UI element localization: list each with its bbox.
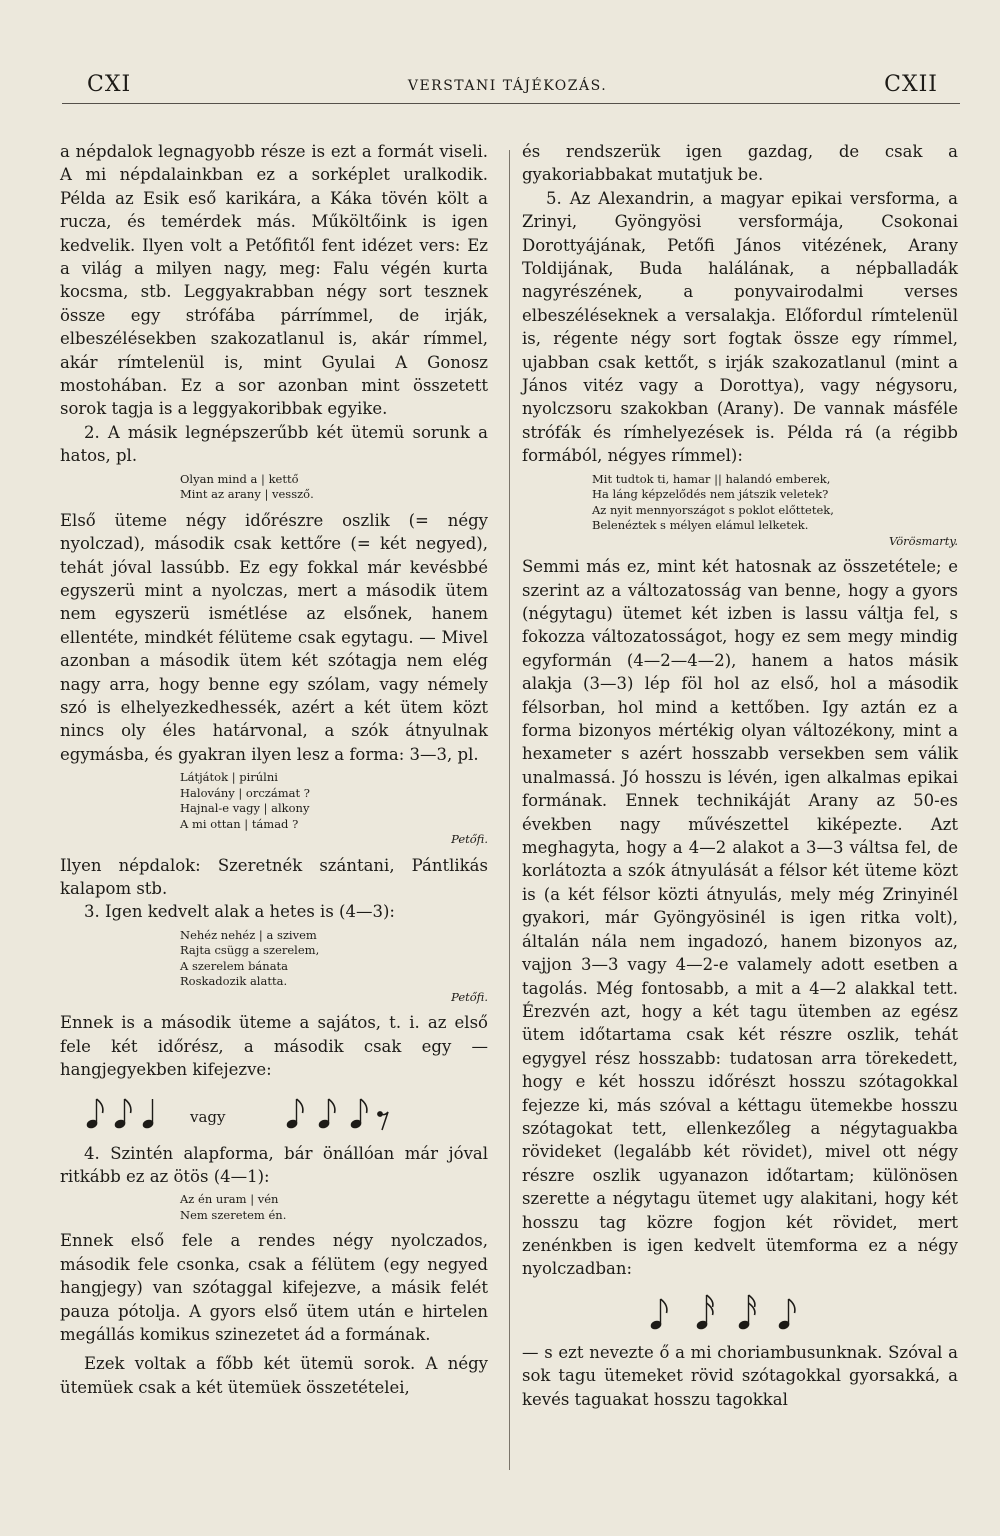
poem-line: Látjátok | pirúlni (180, 770, 278, 785)
poem-line: Belenéztek s mélyen elámul lelketek. (592, 518, 809, 533)
paragraph: Ennek is a második üteme a sajátos, t. i. az első fele két időrész, a második csak egy — hangjegyekben kifejezve: (60, 1013, 488, 1080)
paragraph: 4. Szintén alapforma, bár önállóan már jóval ritkább ez az ötös (4—1): (60, 1143, 488, 1186)
paragraph: Első üteme négy időrészre oszlik (= négy nyolczad), második csak kettőre (= két negyed), tehát jóval lassúbb. Ez egy fokkal már kevésbbé egyszerü mint a nyolczas, mert a második ütem nem egyszerü ismétlése az elsőnek, hanem ellentéte, mindkét félüteme csak egytagu. — Mivel azonban a második ütem két szótagja nem elég nagy arra, hogy benne egy szólam, vagy némely szó is elhelyezkedhessék, azért a két ütem közt nincs oly éles határvonal, a szók átnyulnak egymásba, és gyakran ilyen lesz a forma: 3—3, pl. (60, 510, 488, 764)
poem-line: Ha láng képzelődés nem játszik veletek? (592, 487, 829, 502)
poem-excerpt (60, 1192, 488, 1223)
left-page-number: CXI (87, 72, 132, 97)
poem-line: Mit tudtok ti, hamar || halandó emberek, (592, 471, 831, 486)
poem-line: Az nyit mennyországot s poklot előttetek, (592, 502, 834, 517)
paragraph: Semmi más ez, mint két hatosnak az összetétele; e szerint az a változatosság van benne, hogy a gyors (négytagu) ütemet két izben is lassu váltja fel, s fokozza változatosságot, hogy ez sem megy mindig egyformán (4—2—4—2), hanem a hatos másik alakja (3—3) lép föl hol az első, hol a második félsorban, hol mind a kettőben. Igy aztán ez a forma bizonyos mértékig olyan változékony, mint a hexameter s azért hosszabb versekben sem válik unalmassá. Jó hosszu is lévén, igen alkalmas epikai formának. Ennek technikáját Arany az 50-es években nagy művészettel kiképezte. Azt meghagyta, hogy a 4—2 alakot a 3—3 váltsa fel, de korlátozta a szók átnyulását a félsor két üteme közt is (a két félsor közti átnyulás, mely még Zrinyinél gyakori, már Gyöngyösinél is igen ritka volt), általán nála nem ingadozó, hanem bizonyos az, vajjon 3—3 vagy 4—2-e valamely adott esetben a tagolás. Még fontosabb, a mit a 4—2 alakkal tett. Érezvén azt, hogy a két tagu ütemben az egész ütem időtartama csak két részre oszlik, tehát egygyel rész hosszabb: tudatosan arra törekedett, hogy e két hosszu időrészt hosszu szótagokkal fejezze ki, más szóval a kéttagu ütemekbe hosszu szótagokat tett, ellenkezőleg a négytaguakba rövideket (legalább két rövidet), mivel ott négy részre oszlik ugyanazon időtartam; különösen szerette a négytagu ütemet ugy alakitani, hogy két hosszu tag közre fogjon két rövidet, mert zenénkben is igen kedvelt ütemforma ez a négy nyolczadban: (522, 557, 958, 1279)
paragraph: 5. Az Alexandrin, a magyar epikai versforma, a Zrinyi, Gyöngyösi versformája, Csokonai Dorottyájának, Petőfi János vitézének, Arany Toldijának, Buda halálának, a népballadák nagyrészének, a ponyvairodalmi verses elbeszéléseknek a versalakja. Előfordul rímtelenül is, régente négy sort fogtak össze egy rímmel, ujabban csak kettőt, s irják szakozatlanul (mint a János vitéz vagy a Dorottya), vagy négysoru, nyolczsoru szakokban (Arany). De vannak másféle strófák és rímhelyezések is. Példa rá (a régibb formából, négyes rímmel): (522, 188, 958, 466)
poem-excerpt (60, 472, 488, 503)
poem-line: Nehéz nehéz | a szivem (180, 927, 317, 942)
choriambus-notes-icon (522, 1283, 958, 1339)
music-notation (522, 1283, 958, 1339)
paragraph: Ezek voltak a főbb két ütemü sorok. A négy ütemüek csak a két ütemüek összetételei, (60, 1354, 488, 1397)
poem-line: Olyan mind a | kettő (180, 471, 299, 486)
poem-attribution: Petőfi. (451, 832, 488, 847)
paragraph: a népdalok legnagyobb része is ezt a formát viseli. A mi népdalainkban ez a sorképlet uralkodik. Példa az Esik eső karikára, a Káka tövén költ a rucza, és temérdek más. Műköltőink is igen kedvelik. Ilyen volt a Petőfitől fent idézet vers: Ez a világ a milyen nagy, meg: Falu végén kurta kocsma, stb. Leggyakrabban négy sort tesznek össze egy strófába párrímmel, de irják, elbeszélésekben szakozatlanul is, akár rímmel, akár rímtelenül is, mint Gyulai A Gonosz mostohában. Ez a sor azonban mint összetett sorok tagja is a leggyakoribbak egyike. (60, 142, 488, 419)
poem-line: Hajnal-e vagy | alkony (180, 801, 310, 816)
poem-line: A mi ottan | támad ? (180, 816, 299, 831)
poem-line: Rajta csügg a szerelem, (180, 943, 320, 958)
paragraph: és rendszerük igen gazdag, de csak a gyakoriabbakat mutatjuk be. (522, 142, 958, 185)
poem-excerpt (60, 770, 488, 848)
paragraph: Ilyen népdalok: Szeretnék szántani, Pántlikás kalapom stb. (60, 855, 488, 899)
page-header (55, 70, 960, 104)
poem-attribution: Vörösmarty. (889, 533, 958, 548)
music-notes-icon (60, 1084, 488, 1140)
left-column (60, 140, 488, 1399)
right-column (522, 140, 958, 1411)
poem-line: A szerelem bánata (180, 958, 289, 973)
poem-line: Az én uram | vén (180, 1192, 279, 1207)
paragraph: 3. Igen kedvelt alak a hetes is (4—3): (84, 902, 395, 922)
music-vagy-label: vagy (190, 1107, 226, 1126)
poem-line: Nem szeretem én. (180, 1207, 287, 1222)
music-notation (60, 1084, 488, 1140)
paragraph: — s ezt nevezte ő a mi choriambusunknak. Szóval a sok tagu ütemeket rövid szótagokkal gyorsakká, a kevés taguakat hosszu tagokkal (522, 1342, 958, 1409)
poem-excerpt (60, 928, 488, 1006)
paragraph: Ennek első fele a rendes négy nyolczados, második fele csonka, csak a félütem (egy negyed hangjegy) van szótaggal kifejezve, a másik felét pauza pótolja. A gyors első ütem után e hirtelen megállás komikus szinezetet ád a formának. (60, 1231, 488, 1345)
poem-line: Halovány | orczámat ? (180, 785, 310, 800)
running-title: VERSTANI TÁJÉKOZÁS. (407, 78, 608, 94)
poem-attribution: Petőfi. (451, 989, 488, 1004)
paragraph: 2. A másik legnépszerűbb két ütemü sorunk a hatos, pl. (60, 422, 488, 466)
poem-line: Roskadozik alatta. (180, 974, 288, 989)
poem-line: Mint az arany | vessző. (180, 487, 314, 502)
column-divider (509, 150, 510, 1470)
right-page-number: CXII (884, 72, 938, 97)
poem-excerpt (522, 472, 958, 550)
header-rule (62, 103, 960, 104)
